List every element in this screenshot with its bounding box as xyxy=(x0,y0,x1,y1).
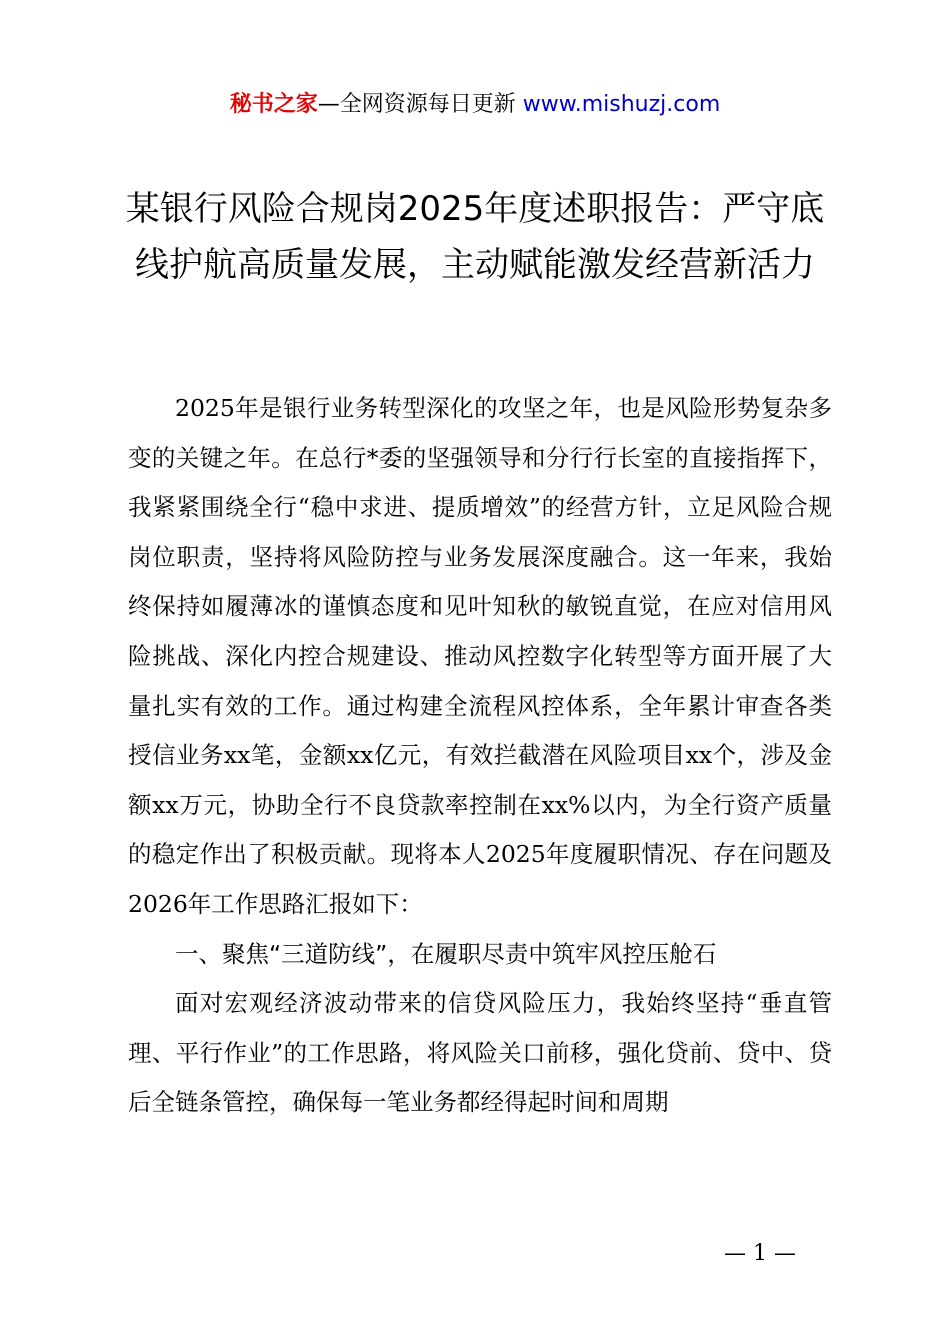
intro-paragraph: 2025年是银行业务转型深化的攻坚之年，也是风险形势复杂多变的关键之年。在总行*委的坚强领导和分行行长室的直接指挥下，我紧紧围绕全行“稳中求进、提质增效”的经营方针，立足风险合规岗位职责，坚持将风险防控与业务发展深度融合。这一年来，我始终保持如履薄冰的谨慎态度和见叶知秋的敏锐直觉，在应对信用风险挑战、深化内控合规建设、推动风控数字化转型等方面开展了大量扎实有效的工作。通过构建全流程风控体系，全年累计审查各类授信业务xx笔，金额xx亿元，有效拦截潜在风险项目xx个，涉及金额xx万元，协助全行不良贷款率控制在xx%以内，为全行资产质量的稳定作出了积极贡献。现将本人2025年度履职情况、存在问题及2026年工作思路汇报如下： xyxy=(128,394,832,918)
page-number: — 1 — xyxy=(724,1241,796,1266)
section-1-paragraph: 面对宏观经济波动带来的信贷风险压力，我始终坚持“垂直管理、平行作业”的工作思路，将风险关口前移，强化贷前、贷中、贷后全链条管控，确保每一笔业务都经得起时间和周期 xyxy=(128,989,832,1117)
site-banner xyxy=(0,88,950,122)
section-heading-1: 一、聚焦“三道防线”，在履职尽责中筑牢风控压舱石 xyxy=(175,939,717,968)
site-brand: 秘书之家 xyxy=(229,92,318,117)
site-url-link[interactable]: www.mishuzj.com xyxy=(522,92,721,117)
site-tagline: —全网资源每日更新 xyxy=(317,92,523,117)
document-body xyxy=(128,384,832,1128)
document-title: 某银行风险合规岗2025年度述职报告：严守底线护航高质量发展，主动赋能激发经营新活力 xyxy=(125,189,825,285)
